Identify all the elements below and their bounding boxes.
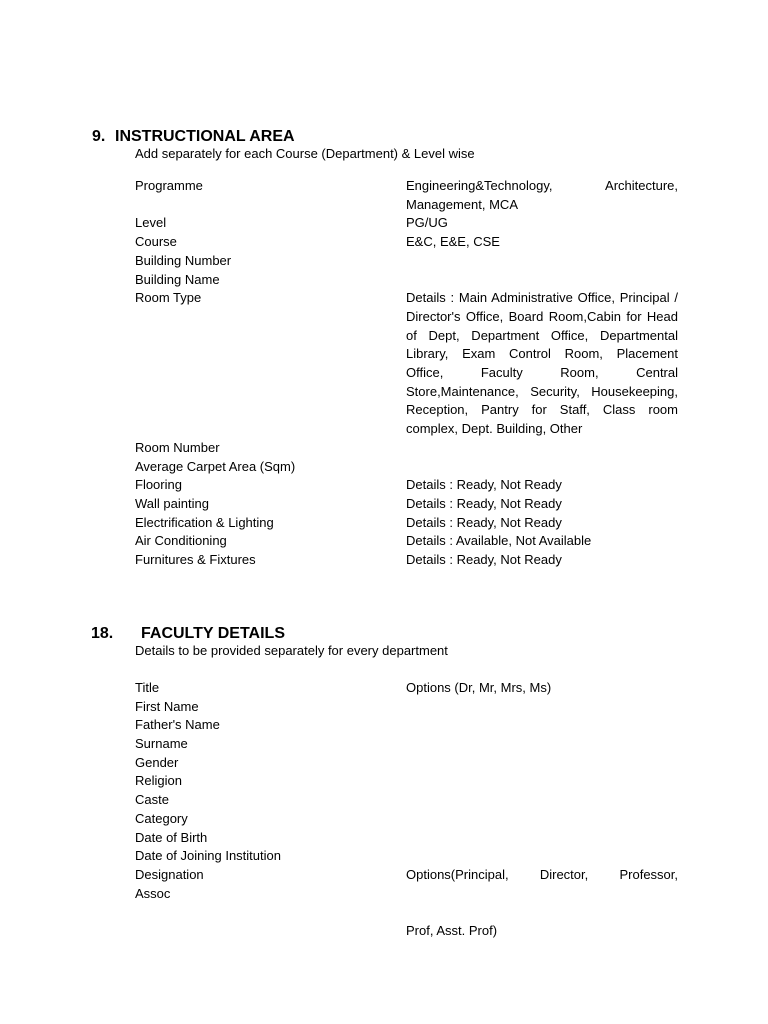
field-row-date-of-birth <box>0 829 768 848</box>
field-value: PG/UG <box>406 215 448 231</box>
field-row-surname <box>0 735 768 754</box>
field-value: Details : Ready, Not Ready <box>406 514 562 530</box>
field-label: Course <box>135 234 177 250</box>
section-heading <box>0 126 768 148</box>
section-title: INSTRUCTIONAL AREA <box>115 128 295 145</box>
field-label: First Name <box>135 698 199 714</box>
field-label: Average Carpet Area (Sqm) <box>135 458 296 474</box>
field-value: Details : Ready, Not Ready <box>406 477 562 493</box>
field-row-level <box>0 214 768 233</box>
field-label: Building Number <box>135 252 232 268</box>
field-value: Options (Dr, Mr, Mrs, Ms) <box>406 680 552 695</box>
field-row-wall-painting <box>0 495 768 514</box>
field-label: Level <box>135 215 167 231</box>
field-row-carpet-area <box>0 458 768 477</box>
field-label: Flooring <box>135 477 182 493</box>
field-row-caste <box>0 791 768 810</box>
field-label: Assoc <box>135 885 171 901</box>
field-label: Room Type <box>135 290 202 306</box>
field-row-course <box>0 233 768 252</box>
field-row-category <box>0 810 768 829</box>
field-label: Date of Birth <box>135 829 208 845</box>
blank-line <box>0 903 768 922</box>
field-value: Details : Available, Not Available <box>406 533 592 549</box>
section-heading <box>0 623 768 645</box>
field-label: Air Conditioning <box>135 533 227 549</box>
field-label: Father's Name <box>135 717 220 733</box>
section-title: FACULTY DETAILS <box>141 625 285 642</box>
field-list <box>0 177 768 570</box>
section-subtitle: Details to be provided separately for every department <box>135 643 448 658</box>
field-row-programme <box>0 177 768 214</box>
section-subtitle: Add separately for each Course (Department) & Level wise <box>135 146 475 161</box>
field-row-gender <box>0 754 768 773</box>
field-label: Wall painting <box>135 495 209 511</box>
field-row-assoc <box>0 885 768 904</box>
field-row-room-type <box>0 289 768 439</box>
field-row-title <box>0 679 768 698</box>
section-number: 18. <box>91 625 114 642</box>
field-label: Surname <box>135 736 188 752</box>
field-row-room-number <box>0 439 768 458</box>
field-value: Details : Ready, Not Ready <box>406 495 562 511</box>
field-label: Gender <box>135 754 179 770</box>
section-number: 9. <box>92 128 106 145</box>
section-instructional-area <box>0 126 768 567</box>
field-row-date-of-joining <box>0 847 768 866</box>
field-label: Programme <box>135 178 203 193</box>
field-label: Title <box>135 680 160 695</box>
field-value: Options(Principal, Director, Professor, <box>406 866 678 882</box>
field-row-building-number <box>0 252 768 271</box>
field-label: Religion <box>135 773 182 789</box>
field-row-electrification <box>0 514 768 533</box>
field-row-air-conditioning <box>0 532 768 551</box>
field-row-building-name <box>0 271 768 290</box>
field-label: Date of Joining Institution <box>135 848 281 864</box>
section-faculty-details <box>0 623 768 938</box>
field-row-designation <box>0 866 768 885</box>
field-row-first-name <box>0 698 768 717</box>
field-label: Electrification & Lighting <box>135 514 274 530</box>
field-value: Engineering&Technology, Architecture, Management, MCA <box>406 178 678 212</box>
field-label: Building Name <box>135 271 220 287</box>
field-label: Room Number <box>135 439 220 455</box>
field-row-furnitures <box>0 551 768 570</box>
field-value: Details : Main Administrative Office, Principal / Director's Office, Board Room,Cabin for Head of Dept, Department Office, Departmental Library, Exam Control Room, Placement Office, Faculty Room, Central Store,Maintenance, Security, Housekeeping, Reception, Pantry for Staff, Class room complex, Dept. Building, Other <box>406 290 678 437</box>
field-row-religion <box>0 772 768 791</box>
field-label: Designation <box>135 866 204 882</box>
field-row-flooring <box>0 476 768 495</box>
field-list <box>0 679 768 941</box>
field-label: Furnitures & Fixtures <box>135 552 256 567</box>
field-row-fathers-name <box>0 716 768 735</box>
field-value-continuation: Prof, Asst. Prof) <box>406 922 498 938</box>
field-value: E&C, E&E, CSE <box>406 234 500 250</box>
field-value: Details : Ready, Not Ready <box>406 552 562 567</box>
field-label: Caste <box>135 792 169 808</box>
field-label: Category <box>135 810 188 826</box>
